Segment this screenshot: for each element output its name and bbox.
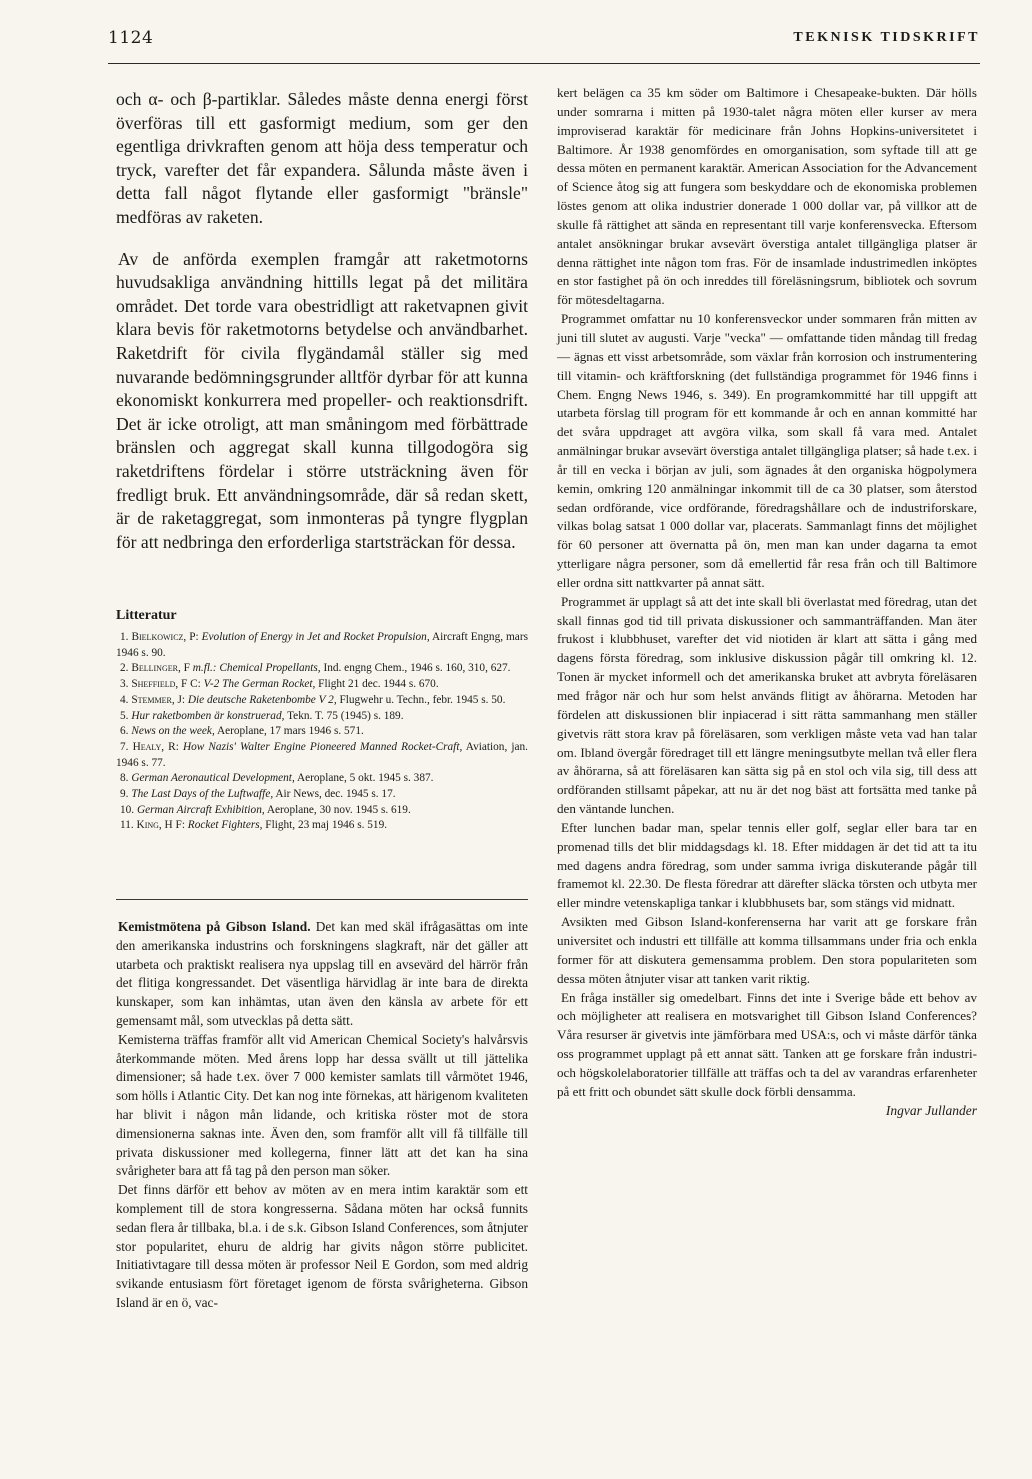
gibson-article-left — [116, 918, 528, 1313]
paragraph: Av de anförda exemplen framgår att raketmotorns huvudsakliga användning hittills legat på det militära området. Det torde vara obestridligt att raketvapnen givit klara bevis för raketmotorns betydelse och användbarhet. Raketdrift för civila flygändamål ställer sig med nuvarande bedömningsgrunder alltför dyrbar för att kunna ekonomiskt konkurrera med propeller- och reaktionsdrift. Det är icke otroligt, att man småningom med förbättrade bränslen och aggregat skall kunna tillgodogöra sig raketdriftens fördelar i större utsträckning även för fredligt bruk. Ett användningsområde, där så redan skett, är de raketaggregat, som inmonteras på tyngre flygplan för att nedbringa den erforderliga startsträckan för dessa. — [116, 248, 528, 552]
literature-item: 2. Bellinger, F m.fl.: Chemical Propellants, Ind. engng Chem., 1946 s. 160, 310, 627. — [120, 662, 511, 675]
literature-item: 5. Hur raketbomben är konstruerad, Tekn. T. 75 (1945) s. 189. — [120, 709, 404, 722]
gibson-article-right — [557, 84, 977, 1120]
paragraph: En fråga inställer sig omedelbart. Finns det inte i Sverige både ett behov av och möjligheter att realisera en motsvarighet till Gibson Island Conferences? Våra resurser är givetvis inte jämförbara med USA:s, och vi måste därför tänka oss programmet upplagt på ett annat sätt. Tanken att ge forskare från industri- och högskolelaboratorier tillfälle att träffas och ta del av varandras erfarenheter på ett fritt och obundet sätt skulle dock förbli densamma. — [557, 989, 977, 1099]
page-number: 1124 — [108, 28, 154, 48]
paragraph: Avsikten med Gibson Island-konferenserna har varit att ge forskare från universitet och industri ett tillfälle att komma tillsammans under fria och enkla former för att diskutera gemensamma problem. Den stora populariteten som dessa möten åtnjuter visar att tanken varit riktig. — [557, 914, 977, 986]
rocket-article-conclusion — [116, 88, 528, 554]
article-heading: Kemistmötena på Gibson Island. — [118, 919, 311, 934]
literature-item: 8. German Aeronautical Development, Aeroplane, 5 okt. 1945 s. 387. — [120, 772, 434, 785]
section-divider — [116, 899, 528, 900]
header-rule — [108, 63, 980, 64]
paragraph: och α- och β-partiklar. Således måste denna energi först överföras till ett gasformigt medium, som ger den egentliga drivkraften genom att höja dess temperatur och tryck, varefter det får expandera. Sålunda måste även i detta fall något flytande eller gasformigt "bränsle" medföras av raketen. — [116, 89, 528, 227]
literature-list — [116, 630, 528, 834]
paragraph: Det finns därför ett behov av möten av en mera intim karaktär som ett komplement till de stora kongresserna. Sådana möten har också funnits sedan flera år tillbaka, bl.a. i de s.k. Gibson Island Conferences, som åtnjuter stor popularitet, ehuru de aldrig har givits någon större publicitet. Initiativtagare till dessa möten är professor Neil E Gordon, som med aldrig svikande entusiasm fört företaget igenom de första svårigheterna. Gibson Island är en ö, vac- — [116, 1182, 528, 1310]
paragraph: Kemistmötena på Gibson Island. Det kan med skäl ifrågasättas om inte den amerikanska industrins och forskningens slagkraft, när det gäller att utarbeta och praktiskt realisera nya uppslag till en avsevärd del härrör från det flitiga kongressandet. Det väsentliga härvidlag är inte bara de direkta kunskaper, som kan inhämtas, utan även den känsla av arbete för ett gemensamt mål, som utvecklas på detta sätt. — [116, 919, 528, 1028]
paragraph: Programmet omfattar nu 10 konferensveckor under sommaren från mitten av juni till slutet av augusti. Varje "vecka" — omfattande tiden måndag till fredag — ägnas ett visst arbetsområde, som växlar från korrosion och instrumentering till vitamin- och kräftforskning (det fullständiga programmet för 1946 finns i Chem. Engng News 1946, s. 349). En programkommitté har till uppgift att utarbeta förslag till program för ett kommande år och en annan kommitté har det svåra uppdraget att avgöra vilka, som skall få vara med. Antalet anmälningar brukar avsevärt överstiga antalet tillgängliga platser; så hade t.ex. i år till en vecka i början av juli, som ägnades åt den organiska högpolymera kemin, omkring 120 anmälningar inkommit till de ca 30 platser, som återstod sedan ordförande, vice ordförande, föredragshållare och de industriforskare, vilkas bolag satsat 1 000 dollar var, placerats. Sammanlagt finns det möjlighet för 60 personer att övernatta på ön, men man kan under dagarna ta emot ytterligare några personer, som då emellertid får resa från och till Baltimore eller ordna sitt nattkvarter på annat sätt. — [557, 311, 977, 590]
paragraph: kert belägen ca 35 km söder om Baltimore i Chesapeake-bukten. Där hölls under somrarna i mitten på 1930-talet några möten eller kurser av mera improviserad karaktär för medicinare från Johns Hopkins-universitetet i Baltimore. År 1938 genomfördes en omorganisation, som syftade till att ge dessa möten en permanent karaktär. American Association for the Advancement of Science åtog sig att fungera som beskyddare och de ekonomiska problemen löstes genom att olika industrier donerade 1 000 dollar var, på villkor att de skulle få rättighet att sända en representant till varje konferensvecka. Eftersom antalet ansökningar brukar avsevärt överstiga antalet tillgängliga platser är denna rättighet inte någon tom fras. För de insamlade industrimedlen inköptes en stor fastighet på ön och inreddes till föreläsningsrum, bibliotek och sovrum för mötesdeltagarna. — [557, 85, 977, 308]
page-header — [108, 28, 980, 58]
paragraph: Efter lunchen badar man, spelar tennis eller golf, seglar eller bara tar en promenad tills det blir middagsdags kl. 18. Efter middagen är det tid att ta itu med dagens andra föredrag, som under samma ivriga diskuterande pågår till framemot kl. 22.30. De flesta föredrar att därefter släcka törsten och utbyta mer eller mindre vetenskapliga tankar i klubbhusets bar, som stängs vid midnatt. — [557, 819, 977, 911]
literature-item: 9. The Last Days of the Luftwaffe, Air News, dec. 1945 s. 17. — [120, 788, 396, 801]
literature-item: 10. German Aircraft Exhibition, Aeroplane, 30 nov. 1945 s. 619. — [120, 803, 411, 816]
literature-item: 7. Healy, R: How Nazis' Walter Engine Pioneered Manned Rocket-Craft, Aviation, jan. 1946 s. 77. — [116, 740, 528, 769]
literature-item: 11. King, H F: Rocket Fighters, Flight, 23 maj 1946 s. 519. — [120, 819, 388, 832]
literature-section — [116, 608, 528, 834]
author-signature: Ingvar Jullander — [885, 1102, 977, 1118]
literature-heading: Litteratur — [116, 608, 177, 623]
literature-item: 1. Bielkowicz, P: Evolution of Energy in Jet and Rocket Propulsion, Aircraft Engng, mars 1946 s. 90. — [116, 631, 528, 659]
literature-item: 3. Sheffield, F C: V-2 The German Rocket, Flight 21 dec. 1944 s. 670. — [120, 678, 439, 691]
paragraph: Programmet är upplagt så att det inte skall bli överlastat med föredrag, utan det skall finnas god tid till privata diskussioner och sammanträffanden. Man äter frukost i klubbhuset, varefter det vid niotiden är klart att sätta i gång med dagens första föredrag, som inklusive diskussion pågår till omkring kl. 12. Tonen är mycket informell och det amerikanska bruket att avbryta föreläsaren med frågor när och hur som helst används flitigt av åhörarna. Metoden har fördelen att diskussionen blir inpiacerad i sitt rätta sammanhang men ställer givetvis rätt stora krav på föreläsaren, som verkligen måste veta vad han talar om. Ibland övergår föredraget till ett längre meningsutbyte mellan två eller flera av åhörarna, så att föreläsaren kan sätta sig på en stol och vila sig, till dess att ordföranden stillsamt påpekar, att nu är det nog bäst att fortsätta med tanke på den väntande lunchen. — [557, 593, 977, 817]
literature-item: 4. Stemmer, J: Die deutsche Raketenbombe V 2, Flugwehr u. Techn., febr. 1945 s. 50. — [120, 693, 506, 706]
journal-title: TEKNISK TIDSKRIFT — [793, 30, 980, 45]
literature-item: 6. News on the week, Aeroplane, 17 mars 1946 s. 571. — [120, 725, 364, 738]
paragraph: Kemisterna träffas framför allt vid American Chemical Society's halvårsvis återkommande möten. Med årens lopp har dessa svällt ut till jättelika dimensioner; så hade t.ex. över 7 000 kemister samlats till vårmötet 1946, som hölls i Atlantic City. Det kan nog inte förnekas, att härigenom kvaliteten har blivit i någon mån lidande, och kritiska röster mot de stora dimensionerna saknas inte. Även den, som framför allt vill få tillfälle till privata diskussioner med kollegerna, finner lätt att det kan ha sina svårigheter bara att få tag på den person man söker. — [116, 1031, 528, 1179]
